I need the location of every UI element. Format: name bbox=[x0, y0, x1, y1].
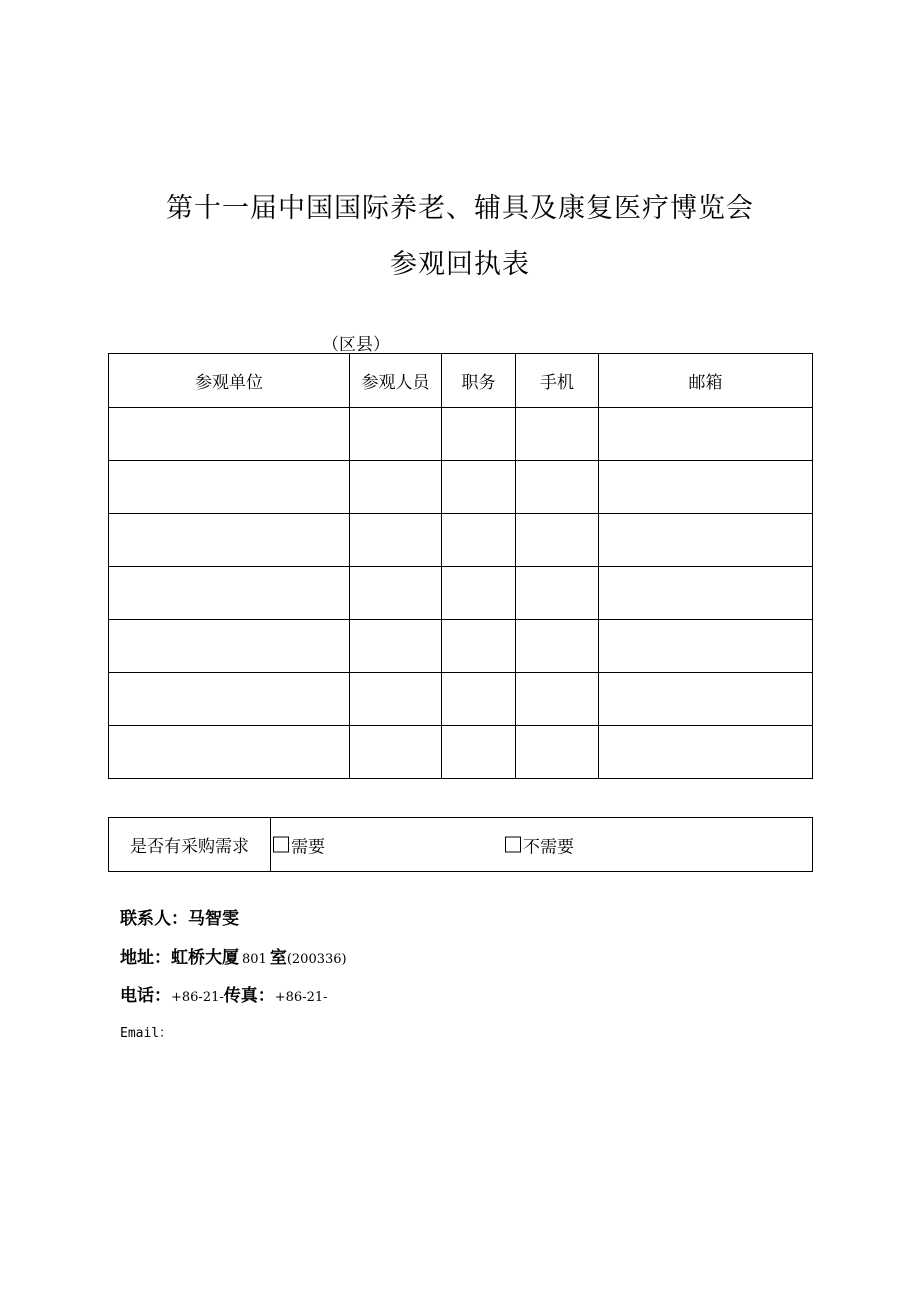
cell-email[interactable] bbox=[599, 461, 813, 514]
district-label: （区县） bbox=[322, 335, 390, 355]
cell-visitor[interactable] bbox=[350, 620, 442, 673]
cell-email[interactable] bbox=[599, 620, 813, 673]
cell-position[interactable] bbox=[442, 726, 516, 779]
option-need-label: 需要 bbox=[291, 837, 325, 857]
cell-email[interactable] bbox=[599, 408, 813, 461]
cell-position[interactable] bbox=[442, 408, 516, 461]
contact-person-value: 马智雯 bbox=[188, 909, 239, 929]
option-no-need[interactable] bbox=[505, 832, 574, 857]
checkbox-no-need[interactable] bbox=[505, 837, 521, 853]
purchase-row bbox=[109, 818, 813, 872]
cell-mobile[interactable] bbox=[516, 408, 599, 461]
column-header-position: 职务 bbox=[442, 354, 516, 408]
cell-unit[interactable] bbox=[109, 726, 350, 779]
address-label: 地址： bbox=[120, 948, 171, 968]
contact-address bbox=[120, 943, 347, 968]
table-row bbox=[109, 620, 813, 673]
checkbox-need[interactable] bbox=[273, 837, 289, 853]
contact-phone-fax bbox=[120, 981, 328, 1006]
address-room: 801 bbox=[242, 952, 267, 967]
table-row bbox=[109, 726, 813, 779]
cell-visitor[interactable] bbox=[350, 461, 442, 514]
phone-value: +86-21- bbox=[171, 990, 224, 1005]
cell-visitor[interactable] bbox=[350, 514, 442, 567]
contact-email bbox=[120, 1022, 172, 1041]
cell-unit[interactable] bbox=[109, 461, 350, 514]
cell-unit[interactable] bbox=[109, 408, 350, 461]
table-header-row bbox=[109, 354, 813, 408]
cell-unit[interactable] bbox=[109, 514, 350, 567]
table-row bbox=[109, 567, 813, 620]
cell-mobile[interactable] bbox=[516, 567, 599, 620]
cell-position[interactable] bbox=[442, 514, 516, 567]
address-zip: (200336) bbox=[286, 952, 347, 967]
cell-email[interactable] bbox=[599, 726, 813, 779]
table-row bbox=[109, 408, 813, 461]
purchase-question: 是否有采购需求 bbox=[109, 818, 271, 872]
email-label: Email： bbox=[120, 1026, 173, 1041]
address-value: 虹桥大厦 bbox=[171, 948, 239, 968]
cell-visitor[interactable] bbox=[350, 673, 442, 726]
cell-visitor[interactable] bbox=[350, 567, 442, 620]
cell-mobile[interactable] bbox=[516, 673, 599, 726]
phone-label: 电话： bbox=[120, 986, 171, 1006]
cell-visitor[interactable] bbox=[350, 726, 442, 779]
contact-person-label: 联系人： bbox=[120, 909, 188, 929]
column-header-visitor: 参观人员 bbox=[350, 354, 442, 408]
table-row bbox=[109, 514, 813, 567]
cell-position[interactable] bbox=[442, 461, 516, 514]
fax-value: +86-21- bbox=[274, 990, 328, 1005]
address-room-suffix: 室 bbox=[269, 948, 287, 968]
cell-mobile[interactable] bbox=[516, 726, 599, 779]
purchase-need-table bbox=[108, 817, 813, 872]
contact-person bbox=[120, 904, 239, 929]
cell-visitor[interactable] bbox=[350, 408, 442, 461]
column-header-mobile: 手机 bbox=[516, 354, 599, 408]
form-title: 第十一届中国国际养老、辅具及康复医疗博览会 bbox=[166, 193, 754, 224]
cell-email[interactable] bbox=[599, 514, 813, 567]
cell-unit[interactable] bbox=[109, 620, 350, 673]
cell-unit[interactable] bbox=[109, 673, 350, 726]
cell-mobile[interactable] bbox=[516, 620, 599, 673]
cell-mobile[interactable] bbox=[516, 461, 599, 514]
cell-position[interactable] bbox=[442, 567, 516, 620]
cell-position[interactable] bbox=[442, 673, 516, 726]
column-header-unit: 参观单位 bbox=[109, 354, 350, 408]
table-row bbox=[109, 673, 813, 726]
visit-table bbox=[108, 353, 813, 779]
option-no-need-label: 不需要 bbox=[523, 837, 574, 857]
cell-email[interactable] bbox=[599, 673, 813, 726]
cell-position[interactable] bbox=[442, 620, 516, 673]
option-need[interactable] bbox=[273, 832, 325, 857]
fax-label: 传真： bbox=[223, 986, 275, 1006]
form-subtitle: 参观回执表 bbox=[390, 249, 530, 280]
cell-mobile[interactable] bbox=[516, 514, 599, 567]
column-header-email: 邮箱 bbox=[599, 354, 813, 408]
purchase-options bbox=[271, 818, 813, 872]
cell-unit[interactable] bbox=[109, 567, 350, 620]
table-row bbox=[109, 461, 813, 514]
cell-email[interactable] bbox=[599, 567, 813, 620]
